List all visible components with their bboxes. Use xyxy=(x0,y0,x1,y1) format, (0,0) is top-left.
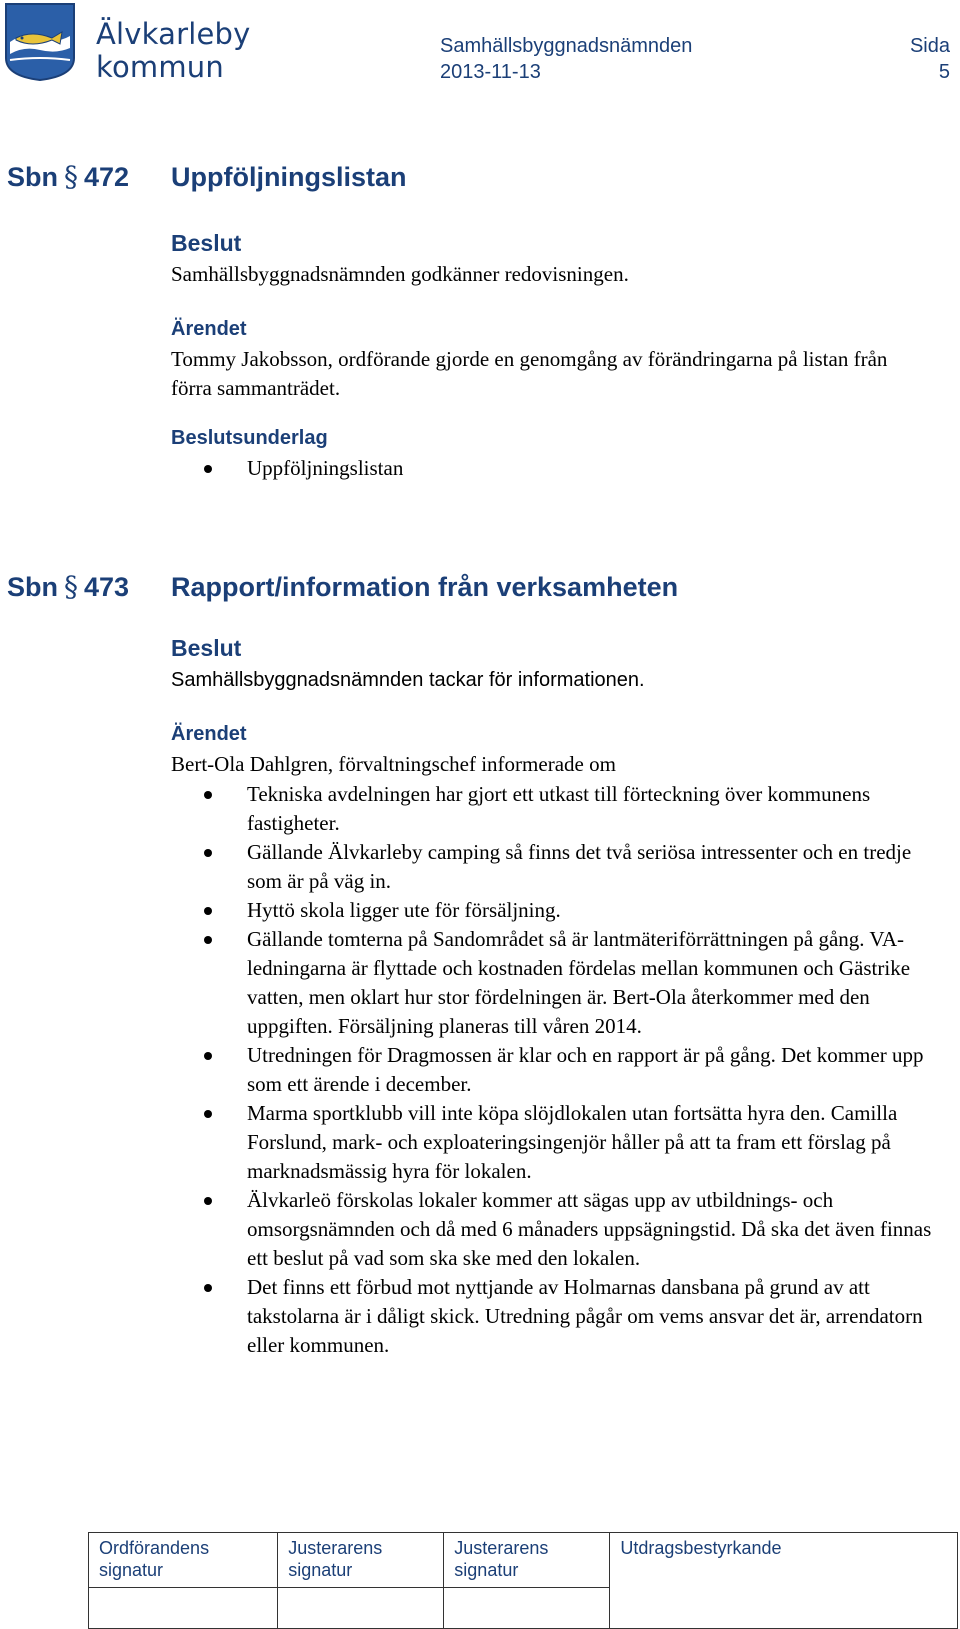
bullet-icon xyxy=(204,907,212,915)
list-item xyxy=(171,780,941,838)
meeting-date: 2013-11-13 xyxy=(440,61,541,83)
bullet-icon xyxy=(204,936,212,944)
page-number: 5 xyxy=(938,61,950,83)
list-item xyxy=(171,1041,941,1099)
header-meta xyxy=(440,33,692,85)
list-item-text: Hyttö skola ligger ute för försäljning. xyxy=(247,898,561,922)
bullet-icon xyxy=(204,1110,212,1118)
bullet-icon xyxy=(204,791,212,799)
signature-space xyxy=(89,1588,278,1629)
bullet-icon xyxy=(204,1197,212,1205)
cell-label-2: signatur xyxy=(99,1560,164,1580)
beslut-heading: Beslut xyxy=(171,635,242,661)
bullet-icon xyxy=(204,465,212,473)
list-item xyxy=(171,925,941,1041)
sbn-label: Sbn xyxy=(7,162,58,192)
list-item-text: Gällande tomterna på Sandområdet så är lantmäteriförrättningen på gång. VA-ledningarna är flyttade och kostnaden fördelas mellan kommunen och Gästrike vatten, men oklart hur stor fördelningen är. Bert-Ola återkommer med den uppgiften. Försäljning planeras till våren 2014. xyxy=(247,927,911,1038)
cell-label: Utdragsbestyrkande xyxy=(620,1538,782,1558)
section-heading-473 xyxy=(7,570,678,603)
arendet-heading: Ärendet xyxy=(171,723,247,745)
section-title: Rapport/information från verksamheten xyxy=(171,572,679,602)
arendet-bullet-list xyxy=(171,780,941,1360)
bullet-icon xyxy=(204,1052,212,1060)
list-item xyxy=(171,1186,941,1273)
beslut-heading: Beslut xyxy=(171,230,242,256)
page-label: Sida xyxy=(909,35,950,57)
bullet-icon xyxy=(204,1284,212,1292)
cell-label-2: signatur xyxy=(454,1560,519,1580)
list-item-text: Uppföljningslistan xyxy=(247,456,404,480)
list-item-text: Utredningen för Dragmossen är klar och en rapport är på gång. Det kommer upp som ett ärende i december. xyxy=(247,1043,924,1096)
list-item-text: Det finns ett förbud mot nyttjande av Holmarnas dansbana på grund av att takstolarna är i dåligt skick. Utredning pågår om vems ansvar det är, arrendatorn eller kommunen. xyxy=(247,1275,923,1357)
signature-cell-justerare-2 xyxy=(444,1533,610,1588)
section-title: Uppföljningslistan xyxy=(171,162,407,192)
beslutsunderlag-heading: Beslutsunderlag xyxy=(171,427,328,449)
list-item-text: Gällande Älvkarleby camping så finns det två seriösa intressenter och en tredje som är på väg in. xyxy=(247,840,912,893)
signature-cell-ordforande xyxy=(89,1533,278,1588)
section-number xyxy=(7,160,171,193)
signature-cell-justerare-1 xyxy=(278,1533,444,1588)
section-id: 473 xyxy=(84,572,130,602)
cell-label-2: signatur xyxy=(288,1560,353,1580)
kommun-logo-shield xyxy=(4,2,76,82)
kommun-logo-text xyxy=(96,18,251,84)
list-item xyxy=(171,896,941,925)
list-item-text: Marma sportklubb vill inte köpa slöjdlokalen utan fortsätta hyra den. Camilla Forslund, mark- och exploateringsingenjör håller på att ta fram ett förslag på marknadsmässig hyra för lokalen. xyxy=(247,1101,898,1183)
cell-label: Justerarens xyxy=(454,1538,549,1558)
paragraph-symbol: § xyxy=(64,570,78,603)
logo-line-1: Älvkarleby xyxy=(96,17,251,51)
list-item xyxy=(171,454,941,483)
signature-space xyxy=(278,1588,444,1629)
section-heading-472 xyxy=(7,160,407,193)
list-item xyxy=(171,1273,941,1360)
beslutsunderlag-list xyxy=(171,454,941,483)
page-indicator xyxy=(910,33,950,85)
list-item xyxy=(171,838,941,896)
cell-label: Ordförandens xyxy=(99,1538,210,1558)
section-number xyxy=(7,570,171,603)
signature-table xyxy=(88,1532,958,1629)
bullet-icon xyxy=(204,849,212,857)
committee-name: Samhällsbyggnadsnämnden xyxy=(440,35,693,57)
logo-line-2: kommun xyxy=(96,50,224,84)
sbn-label: Sbn xyxy=(7,572,58,602)
arendet-heading: Ärendet xyxy=(171,318,247,340)
signature-space xyxy=(444,1588,610,1629)
section-id: 472 xyxy=(84,162,130,192)
arendet-text: Tommy Jakobsson, ordförande gjorde en genomgång av förändringarna på listan från förra sammanträdet. xyxy=(171,347,888,400)
list-item xyxy=(171,1099,941,1186)
list-item-text: Tekniska avdelningen har gjort ett utkast till förteckning över kommunens fastigheter. xyxy=(247,782,871,835)
beslut-text: Samhällsbyggnadsnämnden godkänner redovisningen. xyxy=(171,262,629,286)
cell-label: Justerarens xyxy=(288,1538,383,1558)
beslut-text: Samhällsbyggnadsnämnden tackar för informationen. xyxy=(171,669,645,691)
paragraph-symbol: § xyxy=(64,160,78,193)
list-item-text: Älvkarleö förskolas lokaler kommer att sägas upp av utbildnings- och omsorgsnämnden och då med 6 månaders uppsägningstid. Då ska det även finnas ett beslut på vad som ska ske med den lokalen. xyxy=(247,1188,932,1270)
arendet-text: Bert-Ola Dahlgren, förvaltningschef informerade om xyxy=(171,752,616,776)
signature-cell-utdragsbestyrkande xyxy=(610,1533,958,1629)
